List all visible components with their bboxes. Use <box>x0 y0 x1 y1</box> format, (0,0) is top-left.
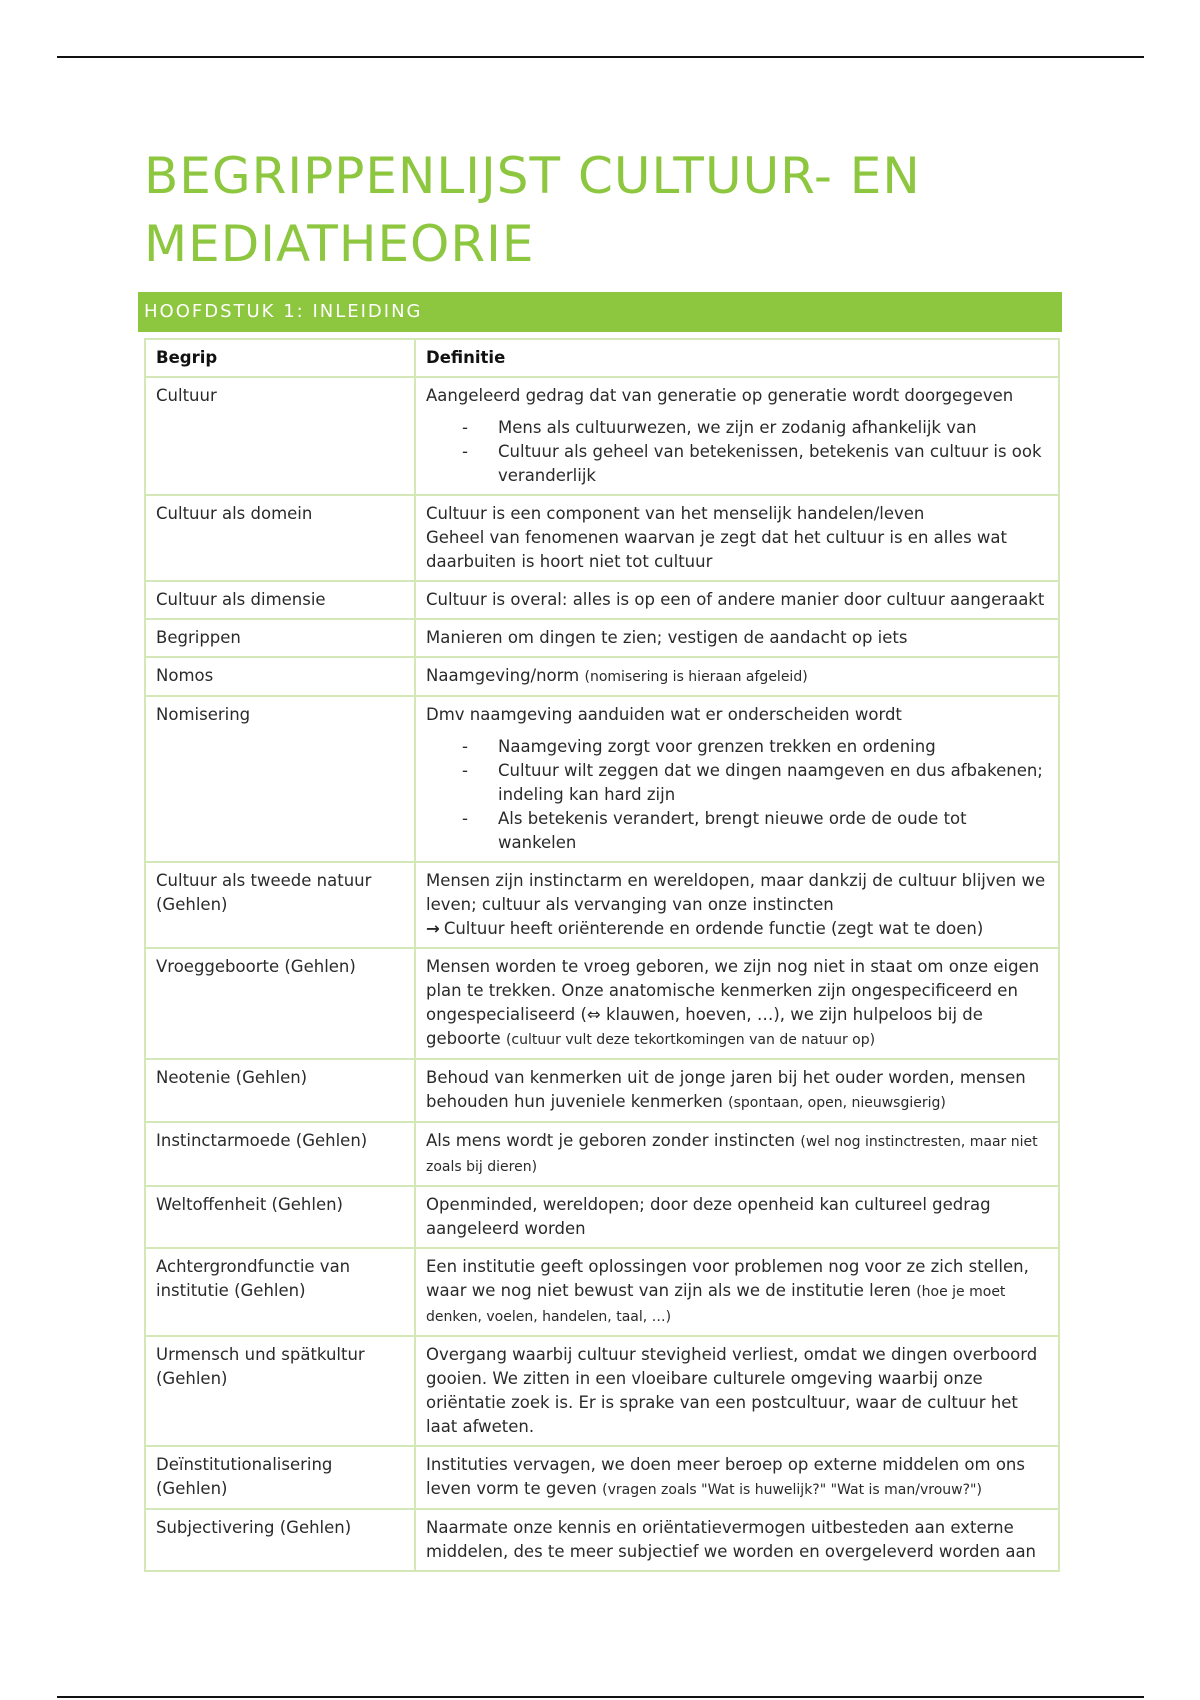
table-row <box>145 1248 1059 1336</box>
table-row <box>145 495 1059 581</box>
table-row <box>145 1509 1059 1571</box>
definition-cell: Openminded, wereldopen; door deze openheid kan cultureel gedrag aangeleerd worden <box>415 1186 1059 1248</box>
definition-text: Cultuur heeft oriënterende en ordende functie (zegt wat te doen) <box>443 919 984 938</box>
definition-cell <box>415 1059 1059 1122</box>
term-cell: Cultuur als domein <box>145 495 415 581</box>
term-cell: Weltoffenheit (Gehlen) <box>145 1186 415 1248</box>
definition-text: Instituties vervagen, we doen meer beroep op externe middelen om ons leven vorm te geven <box>426 1455 1025 1498</box>
definition-text: Geheel van fenomenen waarvan je zegt dat het cultuur is en alles wat daarbuiten is hoort niet tot cultuur <box>426 528 1007 571</box>
definition-text: Een institutie geeft oplossingen voor problemen nog voor ze zich stellen, waar we nog niet bewust van zijn als we de institutie leren <box>426 1257 1029 1300</box>
definition-text: Als mens wordt je geboren zonder instincten <box>426 1131 796 1150</box>
term-cell: Neotenie (Gehlen) <box>145 1059 415 1122</box>
definition-bullets <box>462 735 1048 855</box>
definition-cell: Overgang waarbij cultuur stevigheid verliest, omdat we dingen overboord gooien. We zitten in een vloeibare culturele omgeving waarbij onze oriëntatie zoek is. Er is sprake van een postcultuur, waar de cultuur het laat afweten. <box>415 1336 1059 1446</box>
table-row <box>145 1059 1059 1122</box>
term-cell: Nomisering <box>145 696 415 862</box>
definition-text: Naamgeving/norm <box>426 666 580 685</box>
term-cell: Vroeggeboorte (Gehlen) <box>145 948 415 1059</box>
header-definition: Definitie <box>415 339 1059 377</box>
list-item: - Als betekenis verandert, brengt nieuwe orde de oude tot wankelen <box>462 807 1048 855</box>
table-row <box>145 862 1059 948</box>
definition-cell <box>415 1446 1059 1509</box>
definition-cell <box>415 377 1059 495</box>
list-item: - Mens als cultuurwezen, we zijn er zodanig afhankelijk van <box>462 416 1048 440</box>
glossary-table <box>144 338 1060 1572</box>
table-row <box>145 696 1059 862</box>
definition-text: Mensen worden te vroeg geboren, we zijn nog niet in staat om onze eigen plan te trekken. Onze anatomische kenmerken zijn ongespecificeerd en ongespecialiseerd (⇔ klauwen, hoeven, …), we zijn hulpeloos bij de geboorte <box>426 957 1040 1048</box>
term-cell: Urmensch und spätkultur (Gehlen) <box>145 1336 415 1446</box>
definition-cell: Cultuur is overal: alles is op een of andere manier door cultuur aangeraakt <box>415 581 1059 619</box>
bottom-rule <box>57 1696 1144 1698</box>
definition-text: Behoud van kenmerken uit de jonge jaren bij het ouder worden, mensen behouden hun juveniele kenmerken <box>426 1068 1026 1111</box>
table-row <box>145 581 1059 619</box>
list-item: - Naamgeving zorgt voor grenzen trekken en ordening <box>462 735 1048 759</box>
document-title: BEGRIPPENLIJST CULTUUR- EN MEDIATHEORIE <box>144 147 921 273</box>
definition-cell: Manieren om dingen te zien; vestigen de aandacht op iets <box>415 619 1059 657</box>
term-cell: Nomos <box>145 657 415 696</box>
definition-cell: Naarmate onze kennis en oriëntatievermogen uitbesteden aan externe middelen, des te meer subjectief we worden en overgeleverd worden aan <box>415 1509 1059 1571</box>
list-item: - Cultuur als geheel van betekenissen, betekenis van cultuur is ook veranderlijk <box>462 440 1048 488</box>
section-heading: HOOFDSTUK 1: INLEIDING <box>138 292 1062 332</box>
arrow-right-icon: → <box>426 919 440 938</box>
table-header-row <box>145 339 1059 377</box>
term-cell: Cultuur <box>145 377 415 495</box>
table-row <box>145 1122 1059 1186</box>
table-row <box>145 377 1059 495</box>
table-row <box>145 657 1059 696</box>
definition-note: (vragen zoals "Wat is huwelijk?" "Wat is man/vrouw?") <box>602 1482 982 1498</box>
definition-cell <box>415 862 1059 948</box>
definition-text: Cultuur is een component van het menselijk handelen/leven <box>426 504 925 523</box>
term-cell: Begrippen <box>145 619 415 657</box>
table-row <box>145 948 1059 1059</box>
table-row <box>145 1336 1059 1446</box>
definition-text: Aangeleerd gedrag dat van generatie op generatie wordt doorgegeven <box>426 386 1014 405</box>
definition-cell <box>415 657 1059 696</box>
definition-conclusion <box>426 917 1048 941</box>
table-row <box>145 1186 1059 1248</box>
header-term: Begrip <box>145 339 415 377</box>
table-row <box>145 619 1059 657</box>
definition-note: (hoe je moet denken, voelen, handelen, taal, …) <box>426 1284 1006 1325</box>
definition-note: (wel nog instinctresten, maar niet zoals bij dieren) <box>426 1134 1038 1175</box>
definition-cell <box>415 696 1059 862</box>
definition-cell <box>415 1248 1059 1336</box>
definition-note: (nomisering is hieraan afgeleid) <box>584 669 808 685</box>
list-item: - Cultuur wilt zeggen dat we dingen naamgeven en dus afbakenen; indeling kan hard zijn <box>462 759 1048 807</box>
term-cell: Achtergrondfunctie van institutie (Gehlen) <box>145 1248 415 1336</box>
definition-cell <box>415 495 1059 581</box>
top-rule <box>57 56 1144 58</box>
definition-text: Mensen zijn instinctarm en wereldopen, maar dankzij de cultuur blijven we leven; cultuur als vervanging van onze instincten <box>426 871 1046 914</box>
term-cell: Cultuur als dimensie <box>145 581 415 619</box>
term-cell: Instinctarmoede (Gehlen) <box>145 1122 415 1186</box>
definition-note: (cultuur vult deze tekortkomingen van de natuur op) <box>505 1032 876 1048</box>
term-cell: Subjectivering (Gehlen) <box>145 1509 415 1571</box>
term-cell: Cultuur als tweede natuur (Gehlen) <box>145 862 415 948</box>
definition-note: (spontaan, open, nieuwsgierig) <box>728 1095 946 1111</box>
definition-bullets <box>462 416 1048 488</box>
table-row <box>145 1446 1059 1509</box>
definition-text: Dmv naamgeving aanduiden wat er onderscheiden wordt <box>426 705 902 724</box>
definition-cell <box>415 1122 1059 1186</box>
term-cell: Deïnstitutionalisering (Gehlen) <box>145 1446 415 1509</box>
definition-cell <box>415 948 1059 1059</box>
